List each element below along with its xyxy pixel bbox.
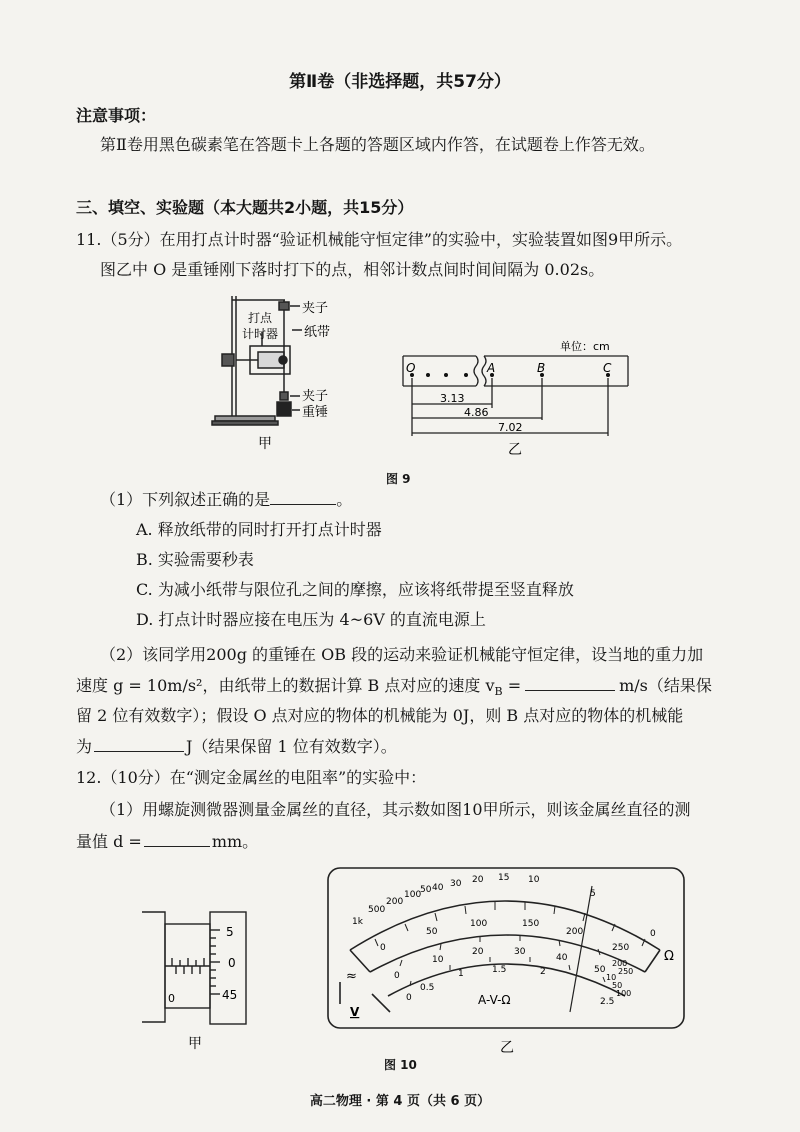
ohm-tick-50: 50 xyxy=(420,885,432,895)
label-clamp-top: 夹子 xyxy=(302,301,329,316)
ohm-tick-40: 40 xyxy=(432,883,444,893)
mid-tick-50: 50 xyxy=(594,965,606,975)
inner-tick-2: 2 xyxy=(540,967,546,977)
q12-intro: 12.（10分）在“测定金属丝的电阻率”的实验中： xyxy=(76,768,427,787)
tape-dots xyxy=(410,373,610,377)
point-B: B xyxy=(537,361,546,375)
inner-tick-0: 0 xyxy=(406,993,412,1003)
option-c: C. 为减小纸带与限位孔之间的摩擦，应该将纸带提至竖直释放 xyxy=(136,580,574,599)
fig10-panel-b-label: 乙 xyxy=(500,1040,514,1056)
ohm-tick-500: 500 xyxy=(368,905,386,915)
point-O: O xyxy=(406,361,416,375)
q11-intro-line2: 图乙中 O 是重锤刚下落时打下的点，相邻计数点间时间间隔为 0.02s。 xyxy=(100,260,605,279)
section-title: 第Ⅱ卷（非选择题，共57分） xyxy=(289,72,511,92)
fig9-panel-a-label: 甲 xyxy=(258,436,272,452)
q12-sub1-line2b: mm。 xyxy=(211,832,259,851)
part3-heading: 三、填空、实验题（本大题共2小题，共15分） xyxy=(76,198,414,217)
dc-tick-100: 100 xyxy=(470,919,488,929)
q12-sub1-line2 xyxy=(76,832,258,852)
ohm-tick-1k: 1k xyxy=(352,917,363,927)
point-A: A xyxy=(487,361,496,375)
inner-tick-1: 1 xyxy=(458,969,464,979)
notes-body: 第Ⅱ卷用黑色碳素笔在答题卡上各题的答题区域内作答，在试题卷上作答无效。 xyxy=(100,135,655,154)
inner-tick-0-5: 0.5 xyxy=(420,983,435,993)
q11-sub2-line2c: = xyxy=(502,676,522,695)
fig9-caption: 图 9 xyxy=(386,472,411,486)
inner-tick-1-5: 1.5 xyxy=(492,965,507,975)
q11-intro-line1: 11.（5分）在用打点计时器“验证机械能守恒定律”的实验中，实验装置如图9甲所示。 xyxy=(76,230,683,249)
right-tick-50: 50 xyxy=(612,981,623,990)
micrometer-sleeve-zero: 0 xyxy=(168,992,175,1005)
q11-sub1-end: 。 xyxy=(336,490,353,509)
right-tick-200: 200 xyxy=(612,959,628,968)
dist-OB: 4.86 xyxy=(464,406,489,419)
fig9-panel-b-label: 乙 xyxy=(508,442,522,458)
label-timer: 打点 xyxy=(248,311,273,325)
q12-sub1-line1: （1）用螺旋测微器测量金属丝的直径，其示数如图10甲所示，则该金属丝直径的测 xyxy=(100,800,691,819)
q11-sub2-line4b: J（结果保留 1 位有效数字）。 xyxy=(186,737,397,756)
mid-tick-40: 40 xyxy=(556,953,568,963)
fig10-caption: 图 10 xyxy=(384,1058,417,1072)
micrometer-tick-0: 0 xyxy=(228,956,236,970)
fig10-panel-a-label: 甲 xyxy=(188,1036,202,1052)
meter-name: A-V-Ω xyxy=(478,993,511,1007)
q11-sub1-stem: （1）下列叙述正确的是 xyxy=(100,490,271,509)
q11-sub2-line2 xyxy=(76,676,712,702)
right-tick-10: 10 xyxy=(606,973,617,982)
ohm-tick-10: 10 xyxy=(528,875,540,885)
mid-tick-20: 20 xyxy=(472,947,484,957)
mid-tick-0: 0 xyxy=(394,971,400,981)
right-tick-100: 100 xyxy=(616,989,632,998)
ohm-tick-15: 15 xyxy=(498,873,510,883)
option-d: D. 打点计时器应接在电压为 4~6V 的直流电源上 xyxy=(136,610,486,629)
q11-sub1 xyxy=(100,490,352,510)
label-clamp-bottom: 夹子 xyxy=(302,389,329,404)
q12-sub1-line2a: 量值 d = xyxy=(76,832,142,851)
label-timer2: 计时器 xyxy=(242,327,279,341)
right-tick-250: 250 xyxy=(618,967,634,976)
point-C: C xyxy=(603,361,612,375)
option-a: A. 释放纸带的同时打开打点计时器 xyxy=(136,520,382,539)
ohm-tick-0: 0 xyxy=(650,929,656,939)
micrometer-tick-5: 5 xyxy=(226,925,234,939)
q11-sub2-line2a: 速度 g = 10m/s²，由纸带上的数据计算 B 点对应的速度 v xyxy=(76,676,495,695)
q11-sub2-line4 xyxy=(76,737,397,757)
ohm-tick-100: 100 xyxy=(404,890,422,900)
option-b: B. 实验需要秒表 xyxy=(136,550,254,569)
energy-answer-blank[interactable] xyxy=(94,737,184,752)
ohm-tick-20: 20 xyxy=(472,875,484,885)
q11-sub2-line2d: m/s（结果保 xyxy=(619,676,712,695)
dist-OC: 7.02 xyxy=(498,421,523,434)
q11-sub2-line4a: 为 xyxy=(76,737,93,756)
inner-tick-2-5: 2.5 xyxy=(600,997,615,1007)
dist-OA: 3.13 xyxy=(440,392,465,405)
tape-unit: 单位：cm xyxy=(560,340,610,353)
ohm-tick-200: 200 xyxy=(386,897,404,907)
label-weight: 重锤 xyxy=(302,405,329,420)
figure-9 xyxy=(0,288,800,488)
q11-sub1-answer-blank[interactable] xyxy=(270,490,336,505)
ohm-symbol: Ω xyxy=(664,949,674,964)
dc-tick-150: 150 xyxy=(522,919,540,929)
q11-sub2-line2b: B xyxy=(494,685,503,699)
ohm-tick-30: 30 xyxy=(450,879,462,889)
notes-heading: 注意事项： xyxy=(76,106,157,125)
diameter-answer-blank[interactable] xyxy=(144,832,210,847)
dc-volt-symbol: V xyxy=(350,1005,360,1019)
mid-tick-10: 10 xyxy=(432,955,444,965)
velocity-answer-blank[interactable] xyxy=(525,676,615,691)
dc-tick-250: 250 xyxy=(612,943,630,953)
figure-10 xyxy=(0,862,800,1062)
dc-tick-200: 200 xyxy=(566,927,584,937)
q11-sub2-line3: 留 2 位有效数字）；假设 O 点对应的物体的机械能为 0J，则 B 点对应的物体的机械能 xyxy=(76,706,684,725)
ohm-tick-5: 5 xyxy=(590,889,596,899)
ac-symbol: ≈ xyxy=(346,969,357,984)
label-tape: 纸带 xyxy=(304,325,331,340)
dc-tick-0: 0 xyxy=(380,943,386,953)
page-footer: 高二物理 · 第 4 页（共 6 页） xyxy=(309,1094,491,1109)
q11-sub2-line1: （2）该同学用200g 的重锤在 OB 段的运动来验证机械能守恒定律，设当地的重力加 xyxy=(100,645,704,664)
dc-tick-50: 50 xyxy=(426,927,438,937)
micrometer-tick-45: 45 xyxy=(222,988,238,1002)
mid-tick-30: 30 xyxy=(514,947,526,957)
